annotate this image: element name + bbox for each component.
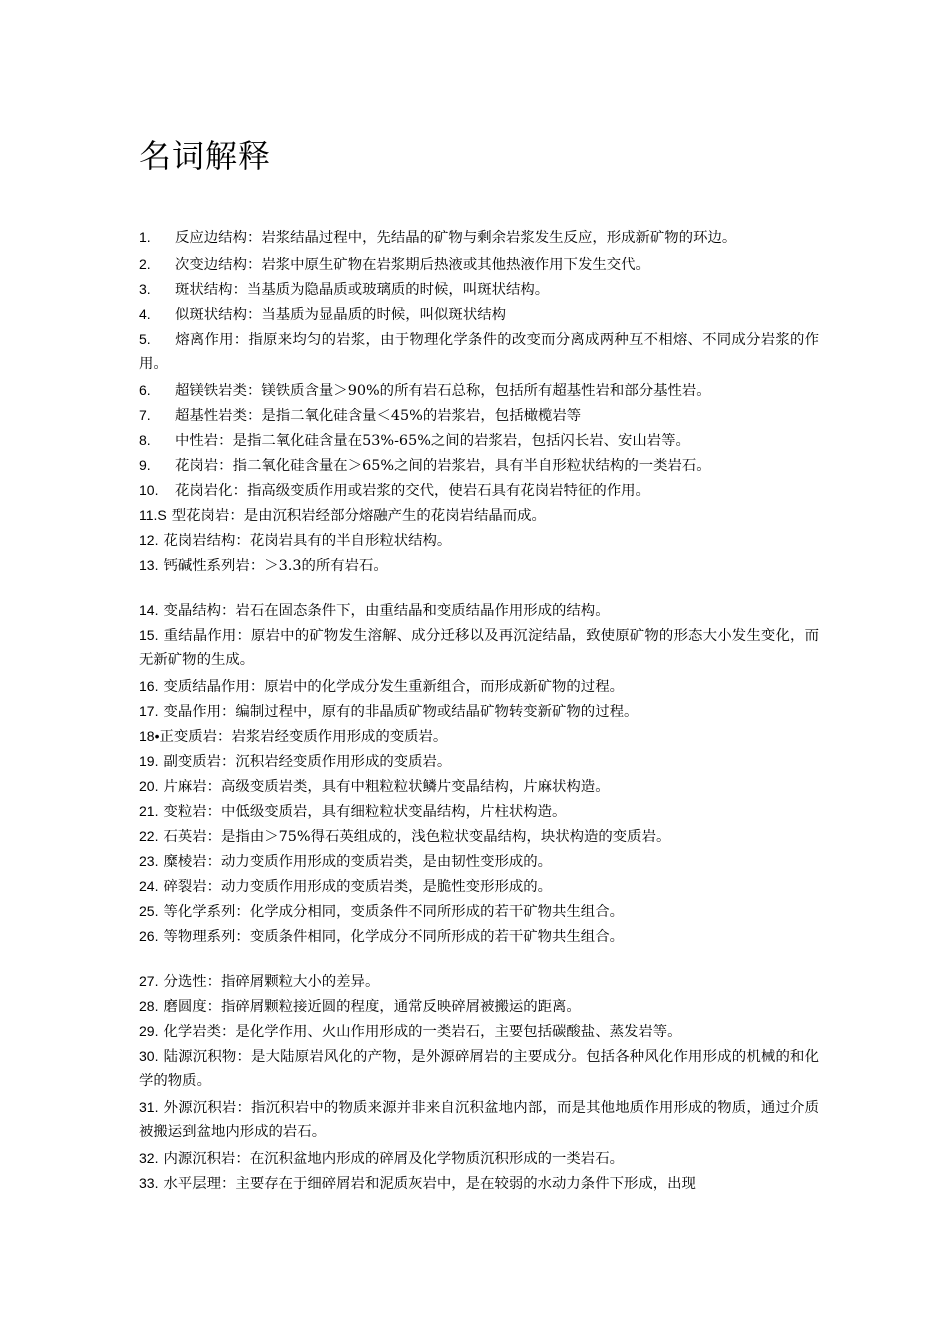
list-item	[139, 674, 819, 699]
item-text: 超基性岩类：是指二氧化硅含量＜45%的岩浆岩，包括橄榄岩等	[175, 408, 582, 424]
item-text: 中性岩：是指二氧化硅含量在53%-65%之间的岩浆岩，包括闪长岩、安山岩等。	[175, 433, 690, 449]
item-number: 10.	[139, 482, 159, 498]
item-text: 钙碱性系列岩：＞3.3的所有岩石。	[163, 558, 388, 574]
glossary-list	[139, 225, 819, 1196]
item-number: 4.	[139, 306, 151, 322]
item-text: 分选性：指碎屑颗粒大小的差异。	[163, 974, 380, 990]
list-item	[139, 553, 819, 578]
item-number: 9.	[139, 457, 151, 473]
item-number: 30.	[139, 1048, 159, 1064]
item-text: 磨圆度：指碎屑颗粒接近圆的程度，通常反映碎屑被搬运的距离。	[163, 999, 581, 1015]
list-item	[139, 503, 819, 528]
list-item	[139, 378, 819, 403]
item-number: 29.	[139, 1023, 159, 1039]
item-number: 7.	[139, 407, 151, 423]
item-number: 5.	[139, 331, 151, 347]
list-item	[139, 252, 819, 277]
item-text: 变粒岩：中低级变质岩，具有细粒粒状变晶结构，片柱状构造。	[163, 804, 567, 820]
list-item	[139, 302, 819, 327]
list-item	[139, 478, 819, 503]
item-text: 外源沉积岩：指沉积岩中的物质来源并非来自沉积盆地内部，而是其他地质作用形成的物质，通过介质被搬运到盆地内形成的岩石。	[139, 1100, 819, 1140]
list-item	[139, 623, 819, 672]
item-text: 等化学系列：化学成分相同，变质条件不同所形成的若干矿物共生组合。	[163, 904, 624, 920]
item-number: 28.	[139, 998, 159, 1014]
list-item	[139, 849, 819, 874]
list-item	[139, 799, 819, 824]
item-text: 碎裂岩：动力变质作用形成的变质岩类，是脆性变形形成的。	[163, 879, 553, 895]
item-number: 25.	[139, 903, 159, 919]
list-item	[139, 528, 819, 553]
item-number: 8.	[139, 432, 151, 448]
item-text: 花岗岩：指二氧化硅含量在＞65%之间的岩浆岩，具有半自形粒状结构的一类岩石。	[175, 458, 711, 474]
item-text: 次变边结构：岩浆中原生矿物在岩浆期后热液或其他热液作用下发生交代。	[175, 257, 650, 273]
item-number: 11.S	[139, 507, 167, 523]
item-text: 熔离作用：指原来均匀的岩浆，由于物理化学条件的改变而分离成两种互不相熔、不同成分岩浆的作用。	[139, 332, 819, 372]
item-number: 2.	[139, 256, 151, 272]
list-item	[139, 403, 819, 428]
item-text: 反应边结构：岩浆结晶过程中，先结晶的矿物与剩余岩浆发生反应，形成新矿物的环边。	[175, 230, 737, 246]
item-text: 变晶结构：岩石在固态条件下，由重结晶和变质结晶作用形成的结构。	[163, 603, 610, 619]
list-item	[139, 724, 819, 749]
document-title: 名词解释	[139, 137, 272, 175]
item-text: 副变质岩：沉积岩经变质作用形成的变质岩。	[163, 754, 452, 770]
item-text: 陆源沉积物：是大陆原岩风化的产物，是外源碎屑岩的主要成分。包括各种风化作用形成的机械的和化学的物质。	[139, 1049, 819, 1089]
list-item	[139, 924, 819, 949]
list-item	[139, 994, 819, 1019]
item-text: 变质结晶作用：原岩中的化学成分发生重新组合，而形成新矿物的过程。	[163, 679, 624, 695]
item-text: 等物理系列：变质条件相同，化学成分不同所形成的若干矿物共生组合。	[163, 929, 624, 945]
item-text: 斑状结构：当基质为隐晶质或玻璃质的时候，叫斑状结构。	[175, 282, 550, 298]
list-item	[139, 749, 819, 774]
list-item	[139, 899, 819, 924]
item-number: 33.	[139, 1175, 159, 1191]
list-item	[139, 969, 819, 994]
item-text: 花岗岩结构：花岗岩具有的半自形粒状结构。	[163, 533, 452, 549]
item-text: 化学岩类：是化学作用、火山作用形成的一类岩石，主要包括碳酸盐、蒸发岩等。	[163, 1024, 682, 1040]
section-gap	[139, 949, 819, 969]
item-text: 花岗岩化：指高级变质作用或岩浆的交代，使岩石具有花岗岩特征的作用。	[175, 483, 650, 499]
list-item	[139, 1019, 819, 1044]
item-number: 6.	[139, 382, 151, 398]
item-number: 19.	[139, 753, 159, 769]
item-text: 变晶作用：编制过程中，原有的非晶质矿物或结晶矿物转变新矿物的过程。	[163, 704, 639, 720]
item-text: 型花岗岩：是由沉积岩经部分熔融产生的花岗岩结晶而成。	[171, 508, 546, 524]
item-text: 正变质岩：岩浆岩经变质作用形成的变质岩。	[159, 729, 448, 745]
list-item	[139, 327, 819, 376]
item-text: 内源沉积岩：在沉积盆地内形成的碎屑及化学物质沉积形成的一类岩石。	[163, 1151, 624, 1167]
item-number: 12.	[139, 532, 159, 548]
item-text: 糜棱岩：动力变质作用形成的变质岩类，是由韧性变形成的。	[163, 854, 553, 870]
list-item	[139, 874, 819, 899]
item-number: 23.	[139, 853, 159, 869]
list-item	[139, 428, 819, 453]
list-item	[139, 824, 819, 849]
section-gap	[139, 578, 819, 598]
item-number: 13.	[139, 557, 159, 573]
item-number: 15.	[139, 627, 159, 643]
item-text: 片麻岩：高级变质岩类，具有中粗粒粒状鳞片变晶结构，片麻状构造。	[163, 779, 610, 795]
item-number: 16.	[139, 678, 159, 694]
item-number: 24.	[139, 878, 159, 894]
list-item	[139, 1044, 819, 1093]
item-text: 重结晶作用：原岩中的矿物发生溶解、成分迁移以及再沉淀结晶，致使原矿物的形态大小发生变化，而无新矿物的生成。	[139, 628, 819, 668]
item-number: 14.	[139, 602, 159, 618]
list-item	[139, 1095, 819, 1144]
item-number: 1.	[139, 229, 151, 245]
item-text: 水平层理：主要存在于细碎屑岩和泥质灰岩中，是在较弱的水动力条件下形成，出现	[163, 1176, 696, 1192]
item-number: 26.	[139, 928, 159, 944]
item-number: 20.	[139, 778, 159, 794]
item-text: 似斑状结构：当基质为显晶质的时候，叫似斑状结构	[175, 307, 506, 323]
list-item	[139, 1146, 819, 1171]
item-text: 超镁铁岩类：镁铁质含量＞90%的所有岩石总称，包括所有超基性岩和部分基性岩。	[175, 383, 711, 399]
item-number: 21.	[139, 803, 159, 819]
list-item	[139, 699, 819, 724]
list-item	[139, 598, 819, 623]
item-number: 32.	[139, 1150, 159, 1166]
item-number: 3.	[139, 281, 151, 297]
list-item	[139, 453, 819, 478]
list-item	[139, 277, 819, 302]
list-item	[139, 1171, 819, 1196]
list-item	[139, 225, 819, 250]
item-number: 18•	[139, 728, 160, 744]
item-number: 31.	[139, 1099, 159, 1115]
item-number: 22.	[139, 828, 159, 844]
item-number: 17.	[139, 703, 159, 719]
item-number: 27.	[139, 973, 159, 989]
list-item	[139, 774, 819, 799]
item-text: 石英岩：是指由＞75%得石英组成的，浅色粒状变晶结构，块状构造的变质岩。	[163, 829, 671, 845]
